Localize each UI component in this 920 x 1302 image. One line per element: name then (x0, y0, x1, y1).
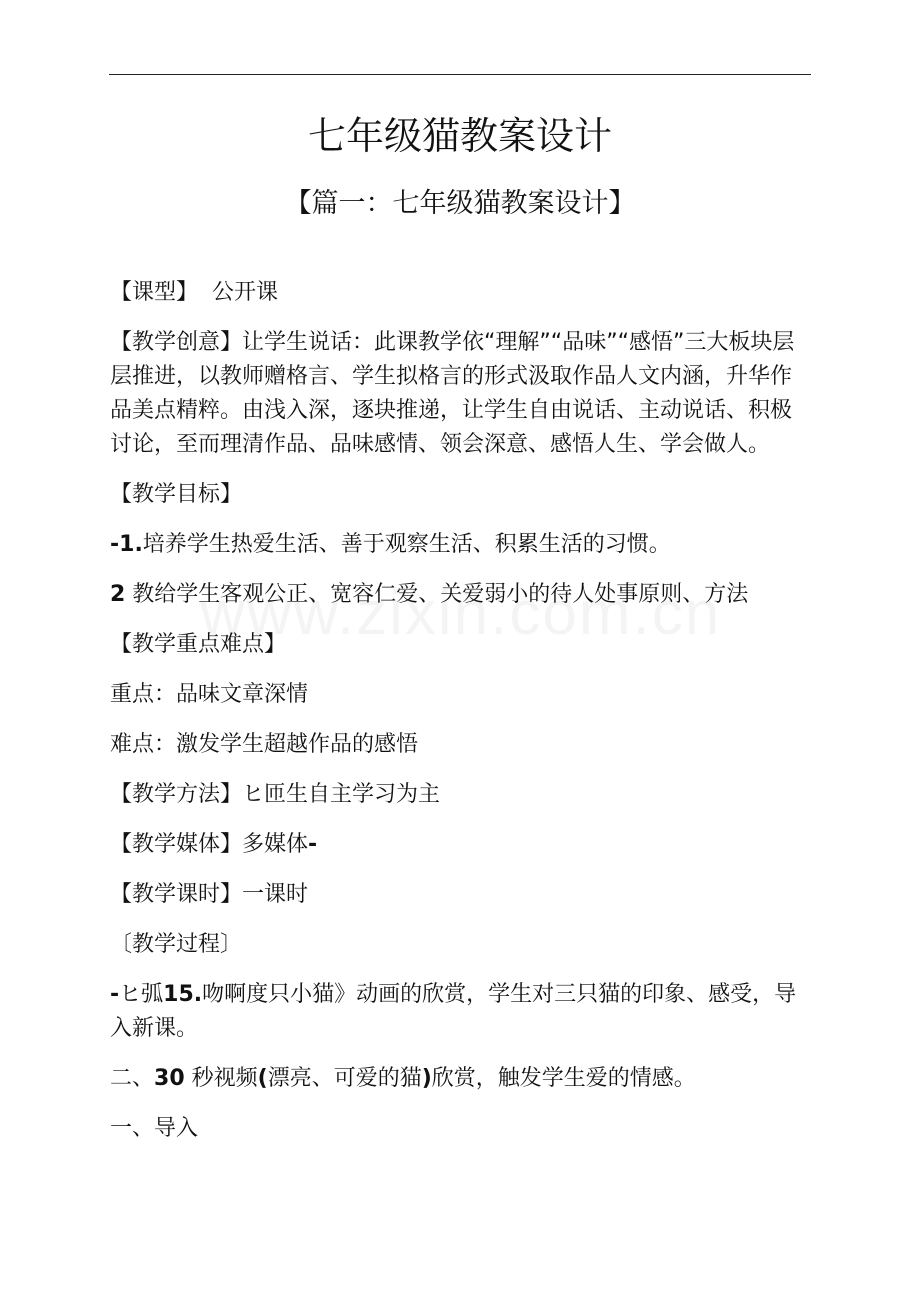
section-title: 【篇一：七年级猫教案设计】 (284, 188, 636, 219)
goal-item-2-text: 教给学生客观公正、宽容仁爱、关爱弱小的待人处事原则、方法 (125, 582, 749, 607)
media-line (110, 828, 812, 862)
process-heading: 〔教学过程〕 (110, 932, 243, 957)
document-body (110, 276, 812, 1146)
process-item-1-prefix: - (110, 982, 120, 1007)
goal-item-1 (110, 528, 812, 562)
lesson-type-line (110, 276, 812, 310)
media-value: 多媒体 (242, 832, 309, 857)
key-points-heading: 【教学重点难点】 (110, 632, 287, 657)
goal-item-1-text: 培养学生热爱生活、善于观察生活、积累生活的习惯。 (142, 532, 671, 557)
goal-item-2 (110, 578, 812, 612)
process-item-3: 一、导入 (110, 1116, 199, 1141)
lesson-type-label: 【课型】 (110, 280, 199, 305)
goal-item-1-number: -1. (110, 532, 143, 557)
media-label: 【教学媒体】 (110, 832, 243, 857)
method-label: 【教学方法】 (110, 782, 243, 807)
process-item-1-mid: ヒ弧 (119, 982, 164, 1007)
method-line (110, 778, 812, 812)
process-item-2-paren-text: 漂亮、可爱的猫 (267, 1066, 422, 1091)
goal-item-2-number: 2 (110, 582, 126, 607)
process-item-2-number: 30 (154, 1066, 185, 1091)
key-point: 重点：品味文章深情 (110, 682, 309, 707)
creative-label: 【教学创意】 (110, 330, 243, 355)
process-item-1-number: 15. (163, 982, 203, 1007)
hours-label: 【教学课时】 (110, 882, 243, 907)
process-item-2-text: 欣赏，触发学生爱的情感。 (431, 1066, 696, 1091)
process-item-2 (110, 1062, 812, 1096)
process-item-1-text: 吻啊度只小猫》动画的欣赏，学生对三只猫的印象、感受，导入新课。 (110, 982, 797, 1041)
process-item-2-paren-close: ) (421, 1066, 432, 1091)
process-item-2-mid: 秒视频 (184, 1066, 258, 1091)
process-item-1 (110, 978, 812, 1046)
media-suffix: - (308, 832, 318, 857)
goals-heading: 【教学目标】 (110, 482, 243, 507)
process-item-2-paren-open: ( (257, 1066, 268, 1091)
hours-line (110, 878, 812, 912)
difficult-point: 难点：激发学生超越作品的感悟 (110, 732, 419, 757)
process-item-2-pre: 二、 (110, 1066, 155, 1091)
document-title: 七年级猫教案设计 (307, 114, 612, 158)
header-rule (109, 74, 811, 75)
hours-value: 一课时 (242, 882, 309, 907)
creative-paragraph (110, 326, 812, 462)
lesson-type-value: 公开课 (198, 280, 279, 305)
creative-text: 让学生说话：此课教学依“理解”“品味”“感悟”三大板块层层推进，以教师赠格言、学生拟格言的形式汲取作品人文内涵，升华作品美点精粹。由浅入深，逐块推递，让学生自由说话、主动说话、积极讨论，至而理清作品、品味感情、领会深意、感悟人生、学会做人。 (110, 330, 795, 457)
method-value: ヒ匝生自主学习为主 (242, 782, 441, 807)
